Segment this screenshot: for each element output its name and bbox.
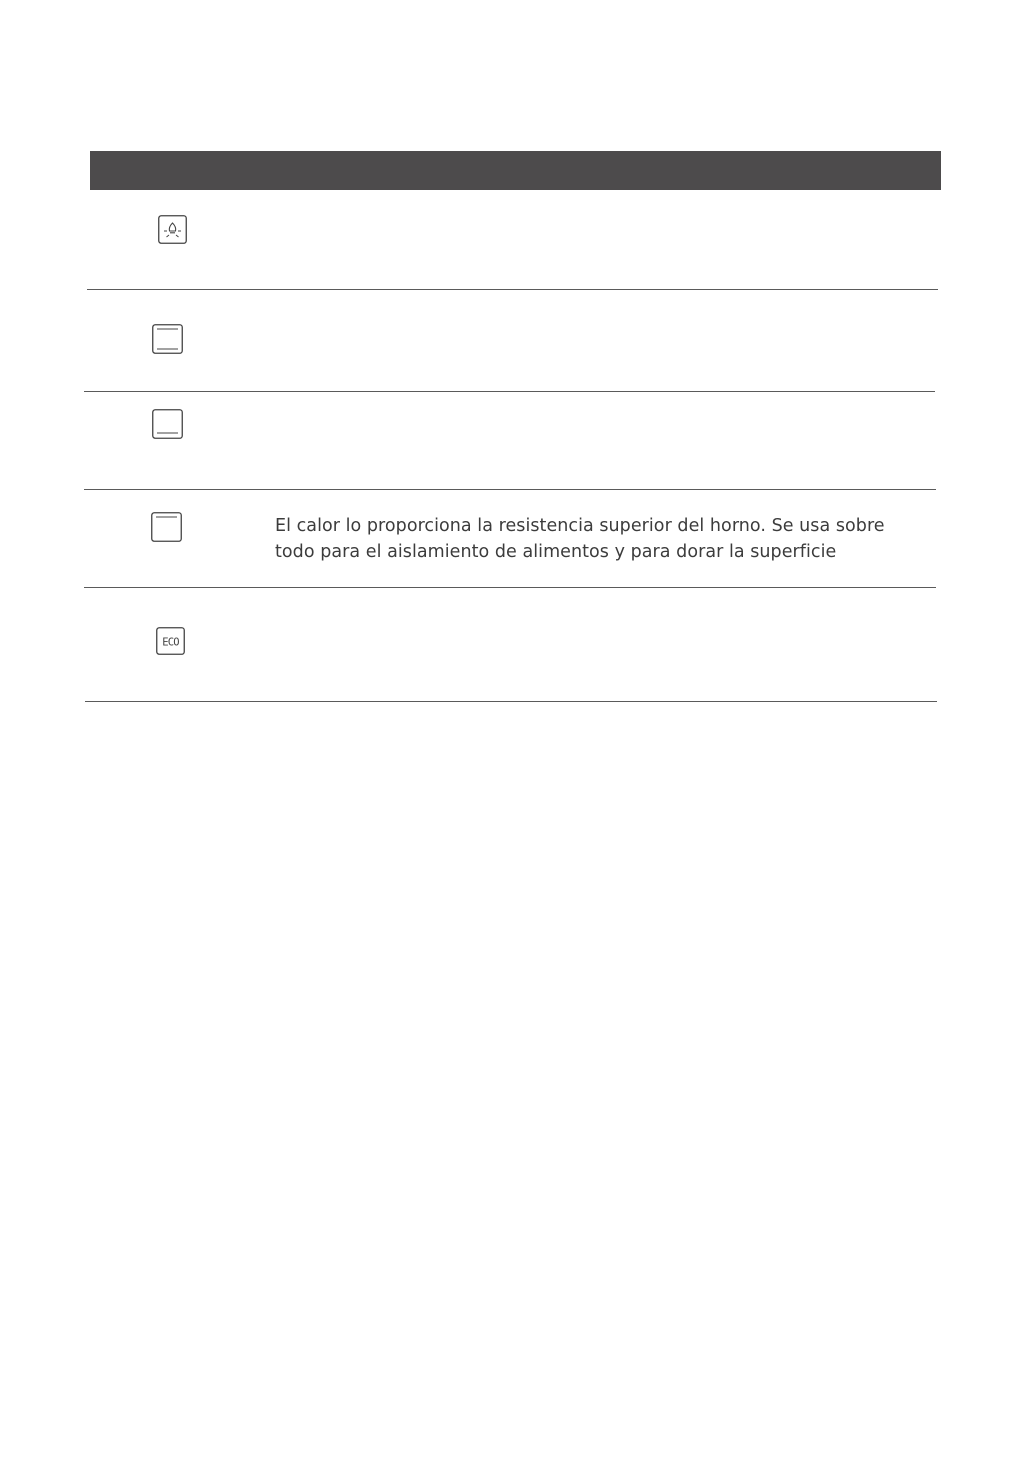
eco-mode-icon xyxy=(156,627,185,655)
top-heat-icon xyxy=(151,512,182,542)
eco-icon-label: ECO xyxy=(162,636,179,649)
description-line: El calor lo proporciona la resistencia superior del horno. Se usa sobre xyxy=(275,516,885,536)
oven-light-icon xyxy=(158,215,187,244)
bottom-heat-icon xyxy=(152,409,183,439)
row-divider xyxy=(87,289,938,290)
top-bottom-heat-icon xyxy=(152,324,183,354)
top-heat-description xyxy=(275,513,915,565)
row-divider xyxy=(84,587,936,588)
table-header-bar xyxy=(90,151,941,190)
row-divider xyxy=(84,489,936,490)
row-divider xyxy=(85,701,937,702)
description-line: todo para el aislamiento de alimentos y para dorar la superficie xyxy=(275,542,837,562)
row-divider xyxy=(84,391,935,392)
